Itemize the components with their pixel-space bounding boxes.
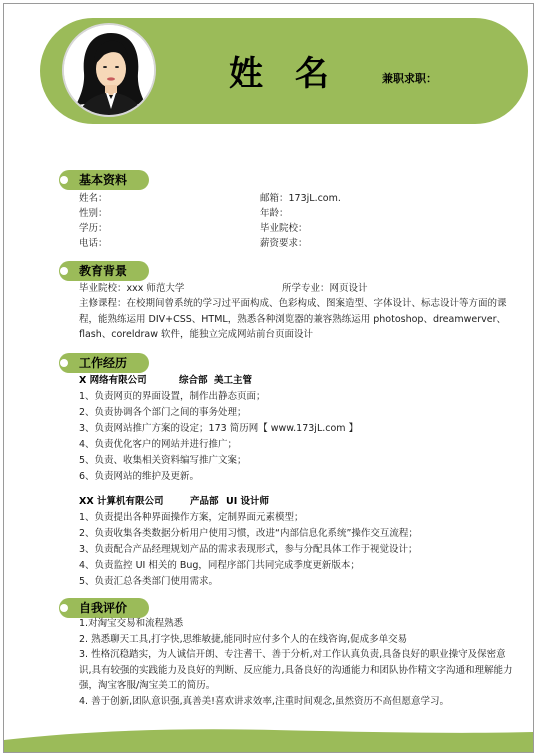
job2-company: XX 计算机有限公司 — [79, 496, 164, 507]
job1-dept: 综合部 — [179, 375, 208, 386]
basic-name: 姓名： — [79, 193, 108, 204]
section-header-self-eval — [59, 598, 149, 618]
job1-duty: 1、负责网页的界面设置，制作出静态页面； — [79, 391, 266, 402]
section-title: 教育背景 — [79, 264, 128, 278]
basic-age: 年龄： — [260, 208, 289, 219]
section-header-basic — [59, 170, 149, 190]
self-eval-item: 2. 熟悉聊天工具,打字快,思维敏捷,能同时应付多个人的在线咨询,促成多单交易 — [79, 634, 408, 645]
self-eval-item: 4. 善于创新,团队意识强,真善美!喜欢讲求效率,注重时间观念,虽然资历不高但愿意学习。 — [79, 696, 449, 707]
section-title: 自我评价 — [79, 601, 128, 615]
avatar — [62, 23, 156, 117]
resume-page — [3, 3, 534, 753]
basic-gender: 性别： — [79, 208, 108, 219]
job2-duty: 4、负责监控 UI 相关的 Bug，同程序部门共同完成季度更新版本； — [79, 560, 360, 571]
basic-school: 毕业院校： — [260, 223, 308, 234]
job1-company: X 网络有限公司 — [79, 375, 147, 386]
job2-role: UI 设计师 — [226, 496, 270, 507]
job1-duty: 2、负责协调各个部门之间的事务处理； — [79, 407, 247, 418]
job1-duty: 3、负责网站推广方案的设定；173 简历网【 www.173jL.com 】 — [79, 423, 359, 434]
job1-duty: 5、负责、收集相关资料编写推广文案； — [79, 455, 247, 466]
job2-duty: 1、负责提出各种界面操作方案，定制界面元素模型； — [79, 512, 304, 523]
job2-duty: 2、负责收集各类数据分析用户使用习惯，改进“内部信息化系统”操作交互流程； — [79, 528, 418, 539]
job2-dept: 产品部 — [190, 496, 219, 507]
section-title: 工作经历 — [79, 356, 128, 370]
job1-duty: 4、负责优化客户的网站并进行推广； — [79, 439, 238, 450]
job2-duty: 3、负责配合产品经理规划产品的需求表现形式，参与分配具体工作于视觉设计； — [79, 544, 418, 555]
page-title: 姓 名 — [229, 54, 339, 94]
section-bullet — [60, 267, 68, 275]
job1-role: 美工主管 — [214, 375, 253, 386]
woman-portrait-icon — [64, 25, 156, 117]
edu-school: 毕业院校：xxx 师范大学 — [79, 283, 185, 294]
basic-email: 邮箱：173jL.com. — [260, 193, 341, 204]
self-eval-item: 1.对淘宝交易和流程熟悉 — [79, 618, 184, 629]
section-title: 基本资料 — [79, 173, 128, 187]
section-header-education — [59, 261, 149, 281]
basic-phone: 电话： — [79, 238, 108, 249]
self-eval-item: 3. 性格沉稳踏实，为人诚信开朗、专注耆干、善于分析,对工作认真负责,具备良好的职业操守及保密意识,具有较强的实践能力及良好的判断、反应能力,具备良好的沟通能力和团队协作精文字沟通和理解能力强，淘宝客服/淘宝美工的简历。 — [79, 649, 513, 691]
section-header-work — [59, 353, 149, 373]
section-bullet — [60, 604, 68, 612]
section-bullet — [60, 176, 68, 184]
job2-duty: 5、负责汇总各类部门使用需求。 — [79, 576, 219, 587]
edu-major: 所学专业：网页设计 — [282, 283, 368, 294]
footer-wave-decoration — [4, 712, 534, 752]
basic-degree: 学历： — [79, 223, 108, 234]
edu-courses: 主修课程：在校期间曾系统的学习过平面构成、色彩构成、图案造型、字体设计、标志设计等方面的课程，能熟练运用 DIV+CSS、HTML，熟悉各种浏览器的兼容熟练运用 photoshop、dreamwerver、flash、coreldraw 软件，能独立完成网站前台页面设计 — [79, 298, 507, 340]
basic-salary: 薪资要求： — [260, 238, 308, 249]
section-bullet — [60, 359, 68, 367]
job1-duty: 6、负责网站的维护及更新。 — [79, 471, 200, 482]
job-target-label: 兼职求职： — [382, 72, 437, 85]
